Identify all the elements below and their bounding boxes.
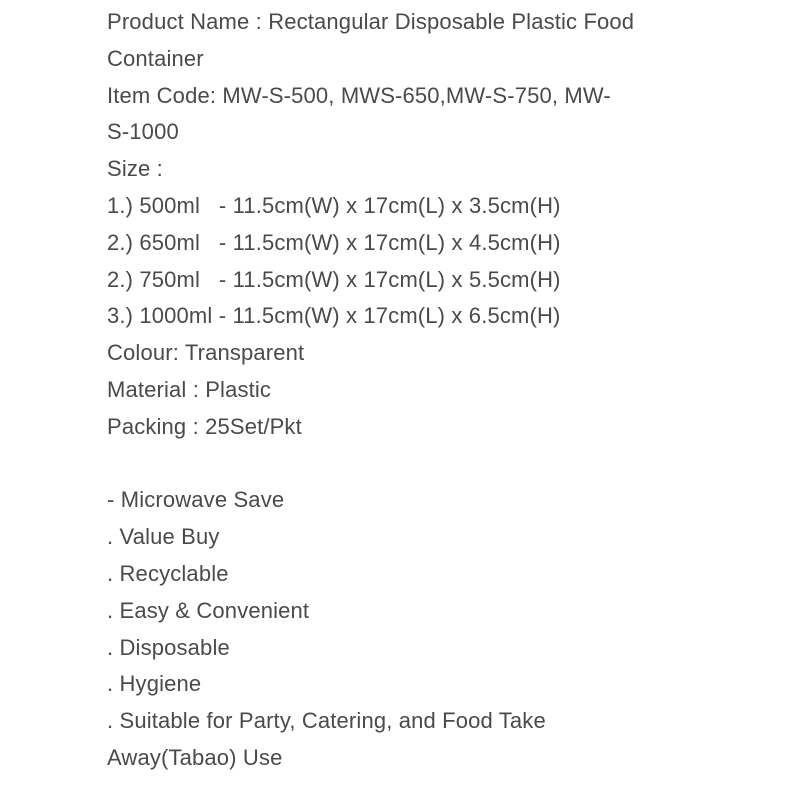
size-line: 1.) 500ml - 11.5cm(W) x 17cm(L) x 3.5cm(H) [107, 192, 561, 218]
product-description [107, 4, 707, 777]
size-line: 2.) 650ml - 11.5cm(W) x 17cm(L) x 4.5cm(H) [107, 229, 561, 255]
feature-line: . Disposable [107, 634, 230, 660]
colour-line: Colour: Transparent [107, 340, 305, 366]
feature-line: . Easy & Convenient [107, 597, 310, 623]
feature-line: . Suitable for Party, Catering, and Food Take [107, 708, 546, 734]
product-name-line-cont: Container [107, 45, 204, 71]
size-heading: Size : [107, 156, 163, 182]
item-code-line-cont: S-1000 [107, 119, 179, 145]
size-line: 3.) 1000ml - 11.5cm(W) x 17cm(L) x 6.5cm(H) [107, 303, 561, 329]
size-line: 2.) 750ml - 11.5cm(W) x 17cm(L) x 5.5cm(H) [107, 266, 561, 292]
item-code-line: Item Code: MW-S-500, MWS-650,MW-S-750, MW- [107, 82, 611, 108]
feature-line: . Hygiene [107, 671, 202, 697]
packing-line: Packing : 25Set/Pkt [107, 413, 302, 439]
feature-line-cont: Away(Tabao) Use [107, 744, 283, 770]
material-line: Material : Plastic [107, 376, 272, 402]
product-name-line: Product Name : Rectangular Disposable Plastic Food [107, 9, 635, 34]
feature-line: . Recyclable [107, 560, 229, 586]
feature-line: - Microwave Save [107, 487, 285, 513]
feature-line: . Value Buy [107, 524, 220, 550]
spacer [107, 446, 707, 483]
